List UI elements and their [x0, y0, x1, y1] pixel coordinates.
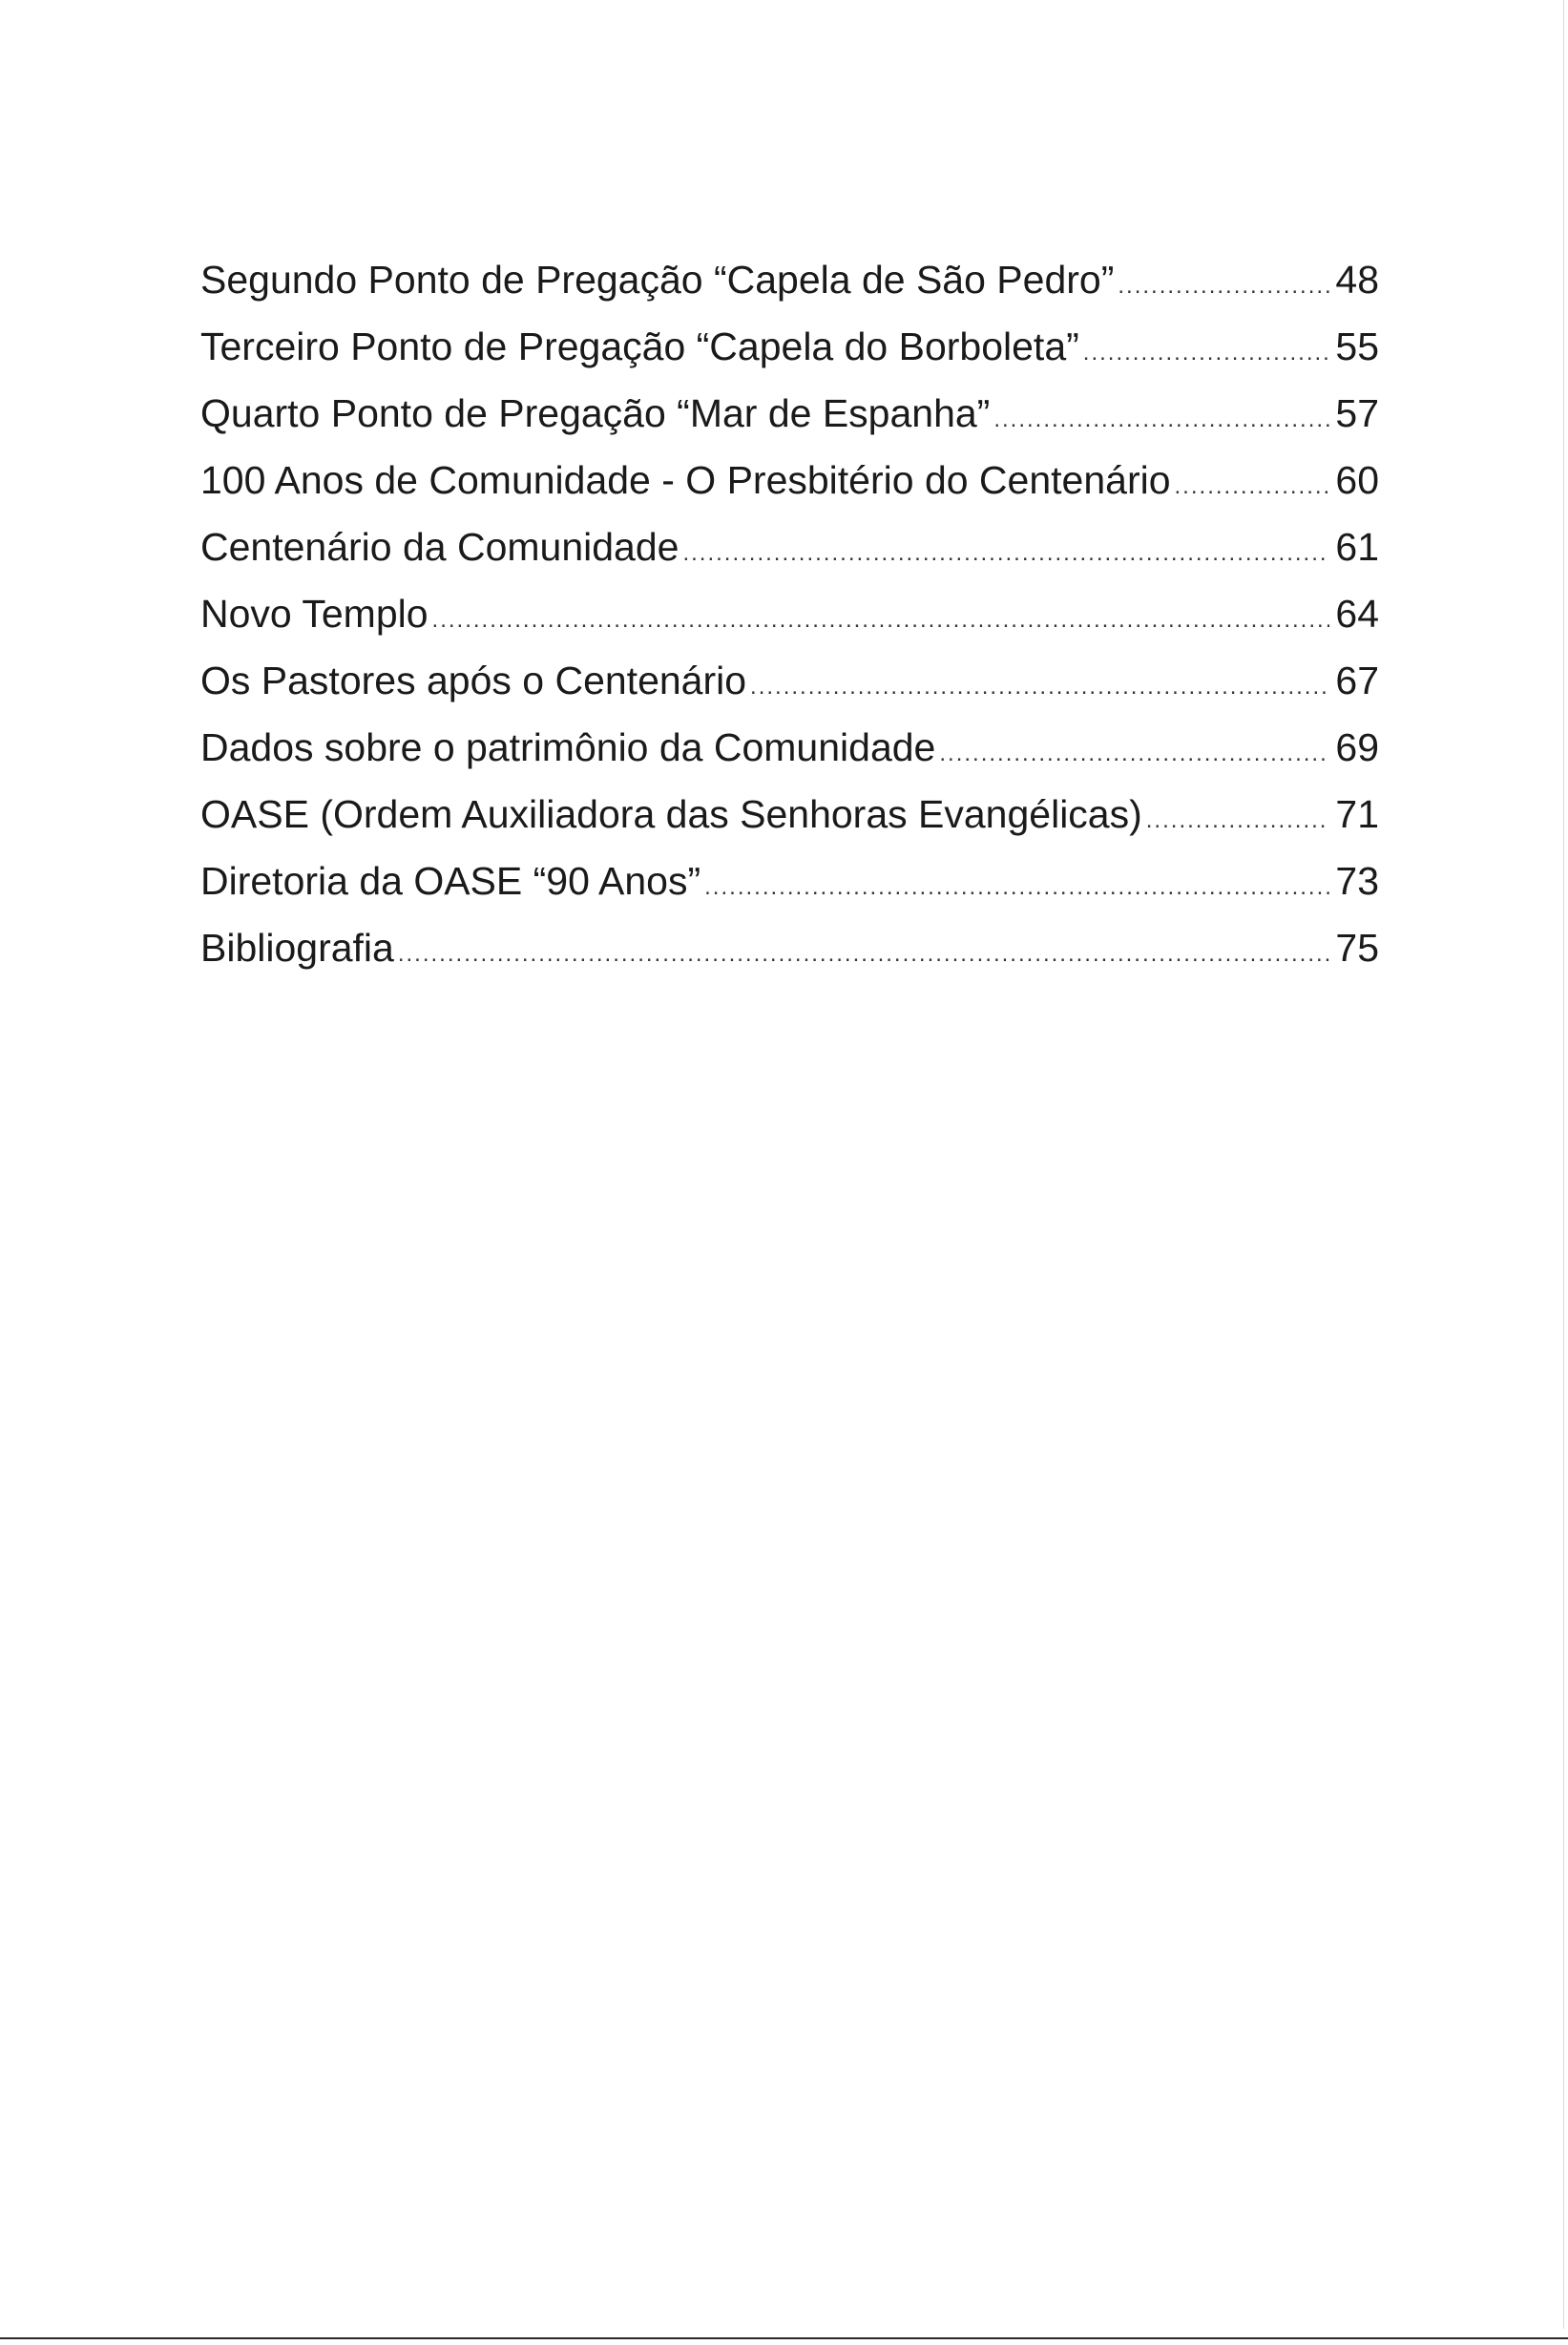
toc-entry	[200, 714, 1379, 781]
toc-entry-title: Diretoria da OASE “90 Anos”	[200, 859, 701, 903]
toc-entry-page: 55	[1335, 325, 1379, 368]
table-of-contents	[200, 246, 1379, 981]
toc-entry-title: Novo Templo	[200, 592, 429, 636]
toc-entry-title: Dados sobre o patrimônio da Comunidade	[200, 725, 936, 769]
toc-entry-title: Segundo Ponto de Pregação “Capela de São Pedro”	[200, 258, 1115, 302]
toc-entry	[200, 848, 1379, 914]
toc-entry-title: Os Pastores após o Centenário	[200, 659, 747, 702]
toc-dot-leader	[993, 387, 1329, 453]
toc-entry	[200, 313, 1379, 380]
toc-entry	[200, 781, 1379, 848]
toc-entry	[200, 647, 1379, 714]
toc-entry	[200, 246, 1379, 313]
toc-entry-page: 60	[1335, 458, 1379, 502]
toc-entry	[200, 513, 1379, 580]
toc-entry-page: 64	[1335, 592, 1379, 636]
page-edge-bottom	[0, 2337, 1568, 2339]
toc-entry-title: Quarto Ponto de Pregação “Mar de Espanha”	[200, 391, 991, 435]
toc-entry	[200, 914, 1379, 981]
toc-dot-leader	[398, 921, 1330, 988]
toc-entry	[200, 580, 1379, 647]
toc-entry-title: OASE (Ordem Auxiliadora das Senhoras Evangélicas)	[200, 792, 1142, 836]
toc-entry-page: 48	[1335, 258, 1379, 302]
toc-entry-page: 61	[1335, 525, 1379, 569]
toc-entry-page: 57	[1335, 391, 1379, 435]
page-edge-right	[1563, 0, 1564, 2329]
toc-entry-title: Terceiro Ponto de Pregação “Capela do Borboleta”	[200, 325, 1079, 368]
toc-entry-page: 75	[1335, 926, 1379, 970]
toc-dot-leader	[432, 587, 1330, 654]
toc-dot-leader	[704, 854, 1329, 921]
toc-dot-leader	[682, 520, 1329, 587]
toc-dot-leader	[939, 721, 1329, 787]
toc-entry-title: Bibliografia	[200, 926, 394, 970]
toc-dot-leader	[1146, 787, 1330, 854]
toc-entry-page: 73	[1335, 859, 1379, 903]
toc-dot-leader	[1175, 453, 1330, 520]
toc-dot-leader	[750, 654, 1329, 721]
toc-entry-title: 100 Anos de Comunidade - O Presbitério do Centenário	[200, 458, 1171, 502]
toc-entry-page: 71	[1335, 792, 1379, 836]
toc-entry-page: 69	[1335, 725, 1379, 769]
toc-entry-page: 67	[1335, 659, 1379, 702]
toc-dot-leader	[1083, 320, 1330, 387]
toc-entry	[200, 380, 1379, 447]
toc-dot-leader	[1118, 253, 1329, 320]
toc-entry-title: Centenário da Comunidade	[200, 525, 679, 569]
toc-entry	[200, 447, 1379, 513]
